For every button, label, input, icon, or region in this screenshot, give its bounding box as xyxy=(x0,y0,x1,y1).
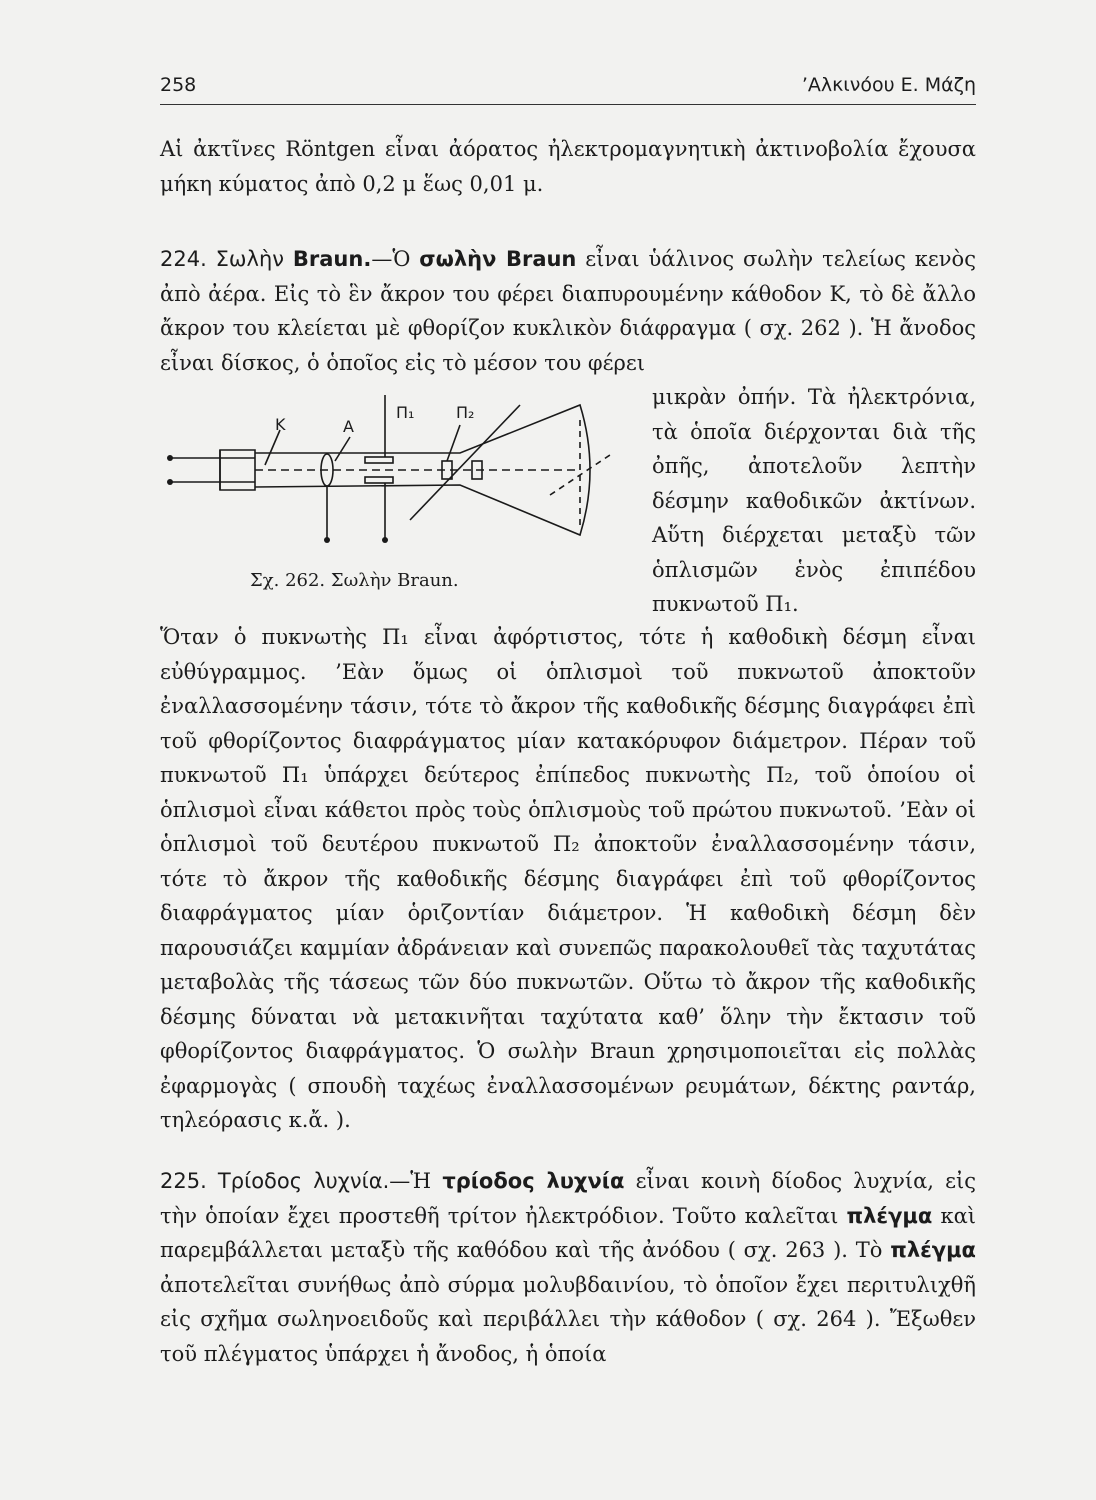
page-header xyxy=(160,70,976,105)
tube-envelope xyxy=(255,405,590,535)
section-224-paragraph xyxy=(160,242,976,380)
label-k: Κ xyxy=(275,415,286,434)
section-225-text2: καὶ παρεμβάλλεται μεταξὺ τῆς καθόδου καὶ τῆς ἀνόδου ( σχ. 263 ). Τὸ xyxy=(160,1203,976,1262)
section-224-number: 224. Σωλὴν xyxy=(160,247,284,271)
cathode-housing xyxy=(220,450,255,490)
label-p2: Π₂ xyxy=(456,403,475,422)
section-224-side-text: μικρὰν ὀπήν. Τὰ ἠλεκτρόνια, τὰ ὁποῖα διέρχονται διὰ τῆς ὀπῆς, ἀποτελοῦν λεπτὴν δέσμην καθοδικῶν ἀκτίνων. Αὕτη διέρχεται μεταξὺ τῶν ὁπλισμῶν ἑνὸς ἐπιπέδου πυκνωτοῦ Π₁. xyxy=(652,385,976,616)
section-225-dash: —Ἡ xyxy=(389,1169,432,1193)
plate-p1-bottom xyxy=(365,477,393,483)
section-225-term2: πλέγμα xyxy=(846,1203,933,1228)
figure-262-caption: Σχ. 262. Σωλὴν Braun. xyxy=(250,570,459,591)
section-224-text: εἶναι ὑάλινος σωλὴν τελείως κενὸς ἀπὸ ἀέρα. Εἰς τὸ ἓν ἄκρον του φέρει διαπυρουμένην κάθοδον Κ, τὸ δὲ ἄλλο ἄκρον του κλείεται μὲ φθορίζον κυκλικὸν διάφραγμα ( σχ. 262 ). Ἡ ἄνοδος εἶναι δίσκος, ὁ ὁποῖος εἰς τὸ μέσον του φέρει xyxy=(160,247,976,375)
braun-tube-diagram xyxy=(160,395,622,565)
section-225 xyxy=(160,1164,976,1371)
section-225-text3: ἀποτελεῖται συνήθως ἀπὸ σύρμα μολυβδαινίου, τὸ ὁποῖον ἔχει περιτυλιχθῆ εἰς σχῆμα σωληνοειδοῦς καὶ περιβάλλει τὴν κάθοδον ( σχ. 264 ). Ἔξωθεν τοῦ πλέγματος ὑπάρχει ἡ ἄνοδος, ἡ ὁποία xyxy=(160,1272,976,1366)
section-224-dash: —Ὁ xyxy=(371,247,411,271)
section-224-continued xyxy=(160,620,976,1138)
plate-p1-top xyxy=(365,457,393,463)
section-224-term: σωλὴν Braun xyxy=(419,247,577,271)
running-title: ’Αλκινόου Ε. Μάζη xyxy=(801,74,976,96)
section-225-term: τρίοδος λυχνία xyxy=(442,1169,625,1193)
section-224-continued-text: Ὅταν ὁ πυκνωτὴς Π₁ εἶναι ἀφόρτιστος, τότε ἡ καθοδικὴ δέσμη εἶναι εὐθύγραμμος. ’Εὰν ὅμως οἱ ὁπλισμοὶ τοῦ πυκνωτοῦ ἀποκτοῦν ἐναλλασσομένην τάσιν, τότε τὸ ἄκρον τῆς καθοδικῆς δέσμης διαγράφει ἐπὶ τοῦ φθορίζοντος διαφράγματος μίαν κατακόρυφον διάμετρον. Πέραν τοῦ πυκνωτοῦ Π₁ ὑπάρχει δεύτερος ἐπίπεδος πυκνωτὴς Π₂, τοῦ ὁποίου οἱ ὁπλισμοὶ εἶναι κάθετοι πρὸς τοὺς ὁπλισμοὺς τοῦ πρώτου πυκνωτοῦ. ’Εὰν οἱ ὁπλισμοὶ τοῦ δευτέρου πυκνωτοῦ Π₂ ἀποκτοῦν ἐναλλασσομένην τάσιν, τότε τὸ ἄκρον τῆς καθοδικῆς δέσμης διαγράφει ἐπὶ τοῦ φθορίζοντος διαφράγματος μίαν ὁριζοντίαν διάμετρον. Ἡ καθοδικὴ δέσμη δὲν παρουσιάζει καμμίαν ἀδράνειαν καὶ συνεπῶς παρακολουθεῖ τὰς ταχυτάτας μεταβολὰς τῆς τάσεως τῶν δύο πυκνωτῶν. Οὕτω τὸ ἄκρον τῆς καθοδικῆς δέσμης δύναται νὰ μετακινῆται ταχύτατα καθ’ ὅλην τὴν ἔκτασιν τοῦ φθορίζοντος διαφράγματος. Ὁ σωλὴν Braun χρησιμοποιεῖται εἰς πολλὰς ἐφαρμογὰς ( σπουδὴ ταχέως ἐναλλασσομένων ρευμάτων, δέκτης ραντάρ, τηλεόρασις κ.ἄ. ). xyxy=(160,625,976,1132)
section-224-number-bold: Braun. xyxy=(292,247,372,271)
intro-paragraph xyxy=(160,132,976,201)
label-a: Α xyxy=(343,417,354,436)
p2-lead-top xyxy=(447,425,460,461)
section-225-text1: εἶναι κοινὴ δίοδος λυχνία, εἰς τὴν ὁποίαν ἔχει προστεθῆ τρίτον ἠλεκτρόδιον. Τοῦτο καλεῖται xyxy=(160,1169,976,1228)
section-224-opening xyxy=(160,242,976,380)
page-number: 258 xyxy=(160,74,197,96)
label-p1: Π₁ xyxy=(396,403,415,422)
intro-text: Αἱ ἀκτῖνες Röntgen εἶναι ἀόρατος ἠλεκτρομαγνητικὴ ἀκτινοβολία ἔχουσα μήκη κύματος ἀπὸ 0,2 μ ἕως 0,01 μ. xyxy=(160,137,976,196)
section-224-side-column xyxy=(652,380,976,622)
section-225-term3: πλέγμα xyxy=(890,1238,976,1262)
section-225-number: 225. Τρίοδος λυχνία. xyxy=(160,1169,390,1193)
section-225-paragraph xyxy=(160,1164,976,1371)
